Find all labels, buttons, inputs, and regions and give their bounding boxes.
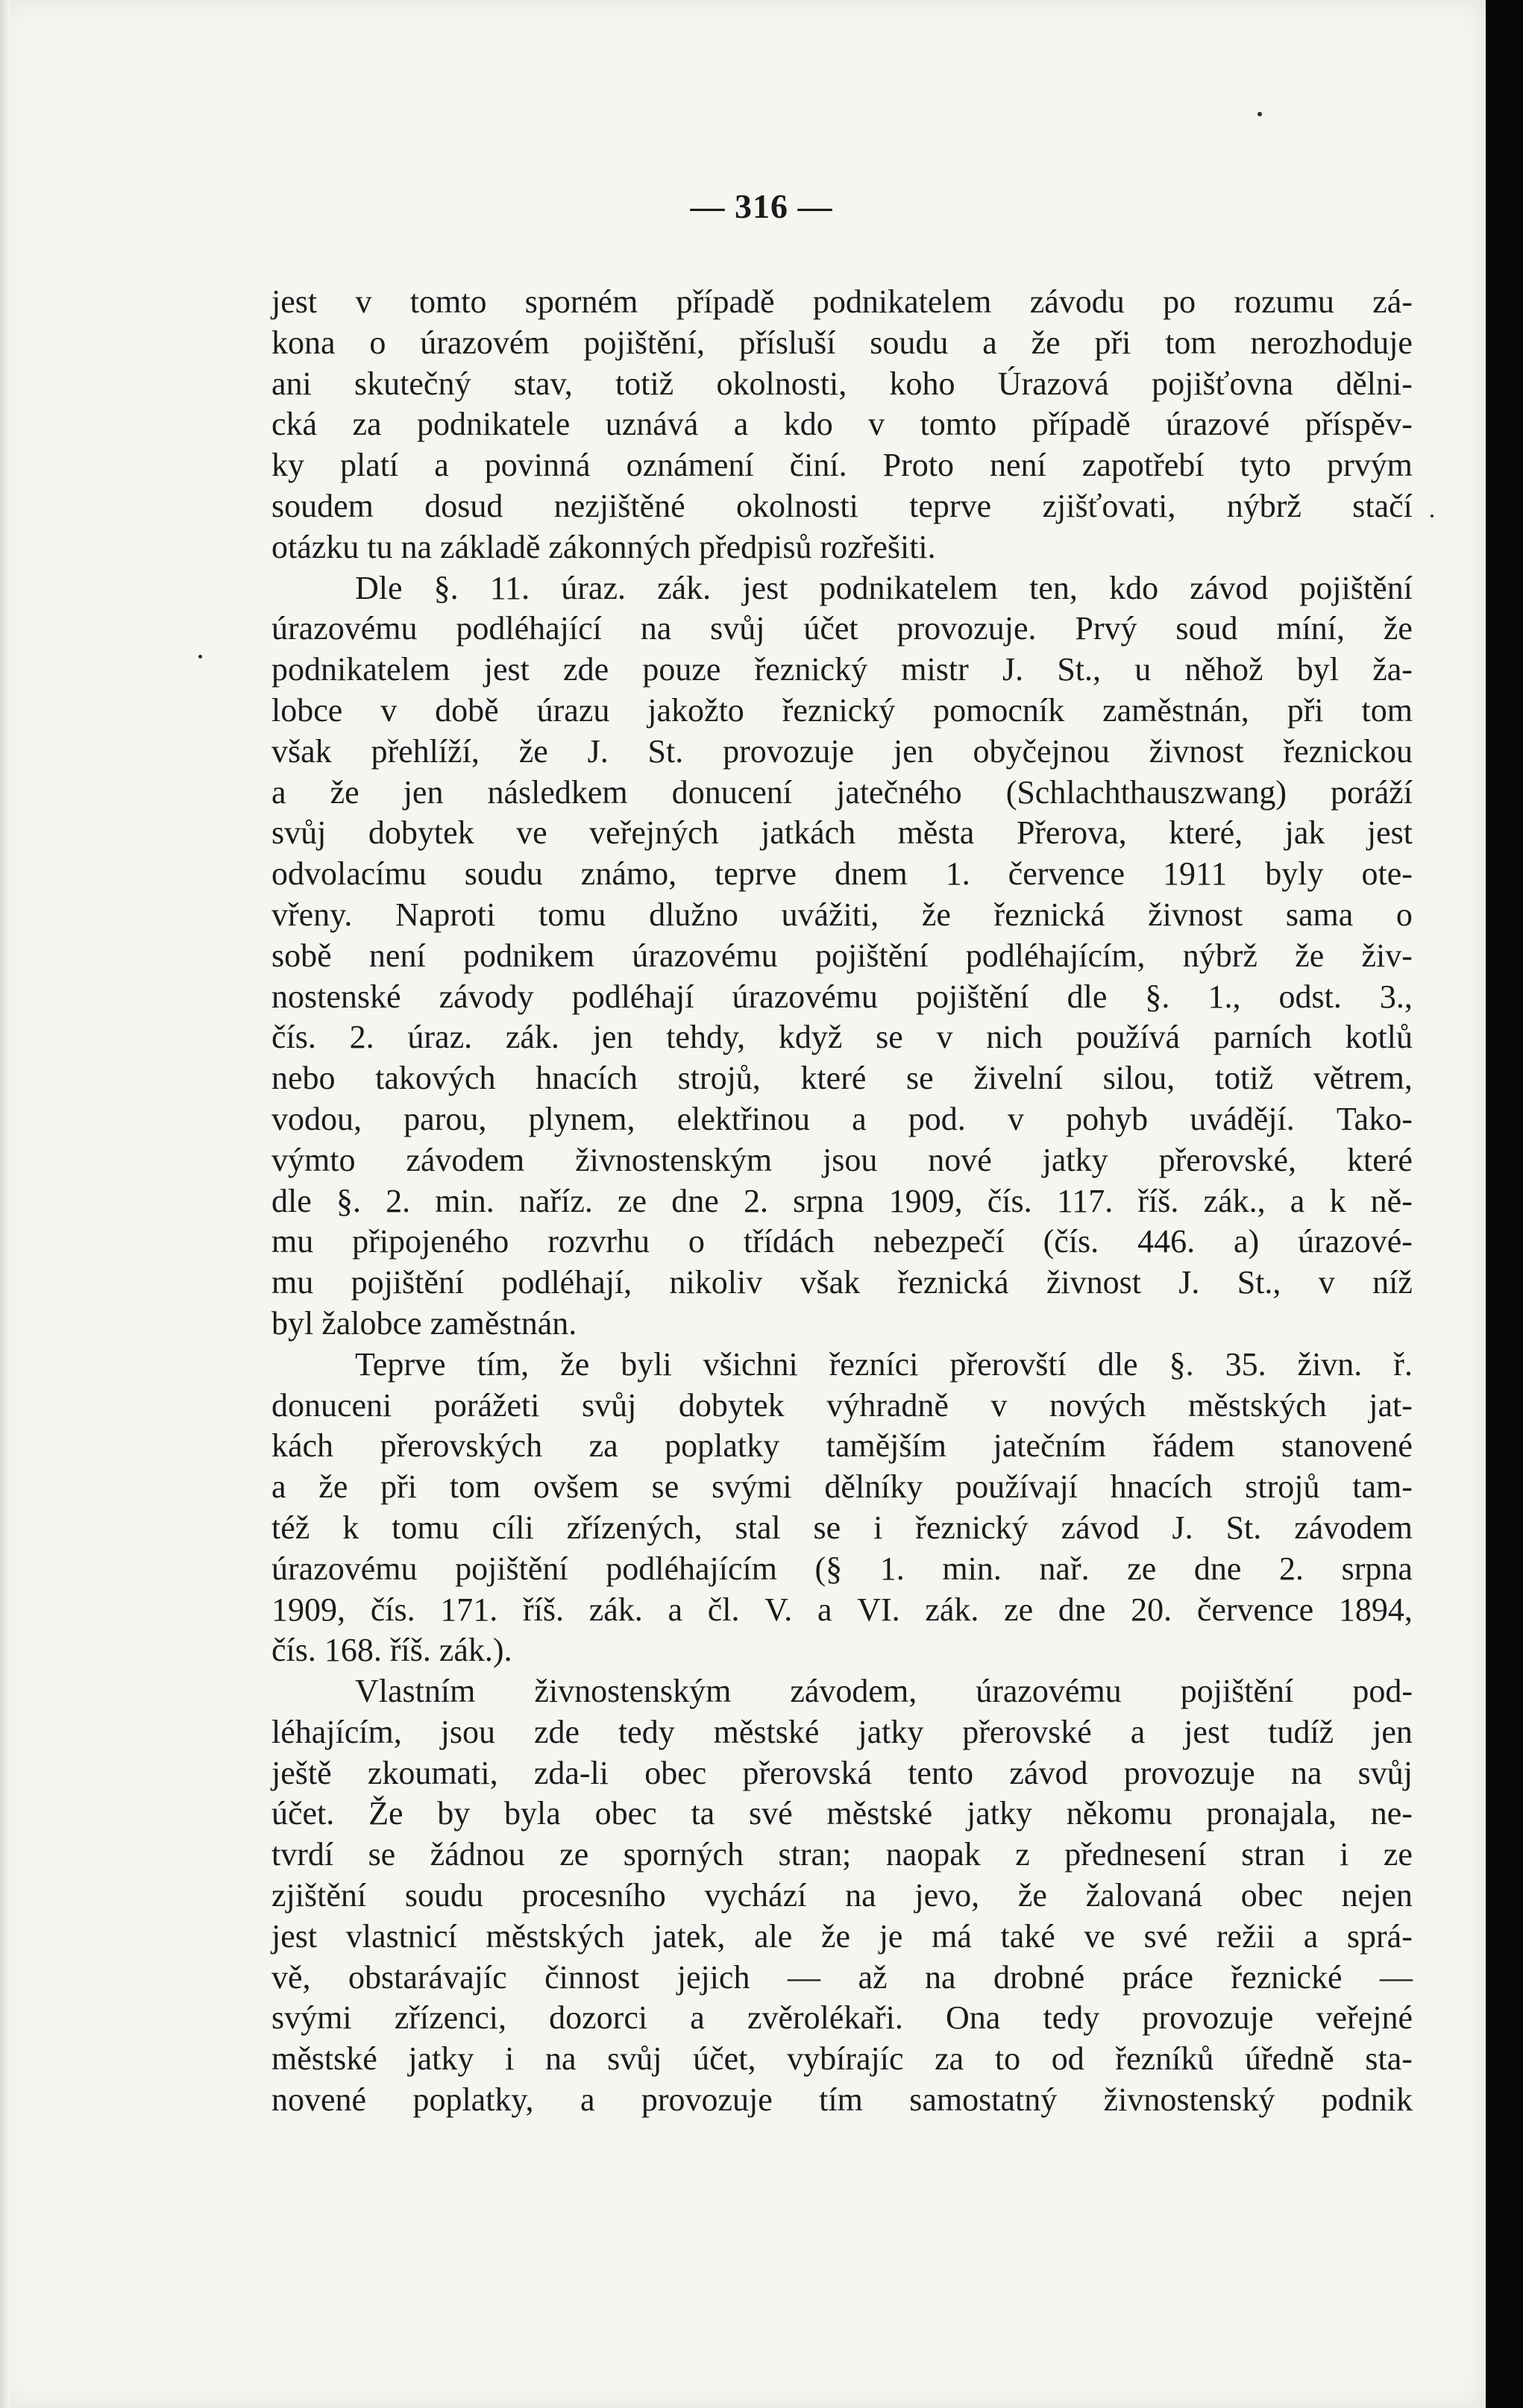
text-line: nebo takových hnacích strojů, které se živelní silou, totiž větrem,: [271, 1060, 1413, 1097]
print-speck: [198, 655, 202, 658]
text-line: odvolacímu soudu známo, teprve dnem 1. července 1911 byly ote-: [271, 855, 1413, 893]
page-number: — 316 —: [690, 187, 833, 225]
text-line: ještě zkoumati, zda-li obec přerovská tento závod provozuje na svůj: [271, 1754, 1413, 1791]
text-line: vodou, parou, plynem, elektřinou a pod. v pohyb uvádějí. Tako-: [271, 1100, 1413, 1137]
text-line: podnikatelem jest zde pouze řeznický mistr J. St., u něhož byl ža-: [271, 651, 1413, 688]
text-line: cká za podnikatele uznává a kdo v tomto případě úrazové příspěv-: [271, 406, 1413, 443]
text-line: nostenské závody podléhají úrazovému pojištění dle §. 1., odst. 3.,: [271, 978, 1413, 1015]
text-line: a že jen následkem donucení jatečného (Schlachthauszwang) poráží: [271, 773, 1413, 811]
text-line: dle §. 2. min. naříz. ze dne 2. srpna 1909, čís. 117. říš. zák., a k ně-: [271, 1182, 1413, 1219]
text-line: městské jatky i na svůj účet, vybírajíc za to od řezníků úředně sta-: [271, 2040, 1413, 2078]
text-line: donuceni porážeti svůj dobytek výhradně v nových městských jat-: [271, 1386, 1413, 1424]
text-line: jest vlastnicí městských jatek, ale že je má také ve své režii a sprá-: [271, 1917, 1413, 1955]
body-text: [271, 282, 1413, 2121]
scan-border: [1486, 0, 1523, 2408]
text-line: účet. Že by byla obec ta své městské jatky někomu pronajala, ne-: [271, 1795, 1413, 1832]
text-line: čís. 2. úraz. zák. jen tehdy, když se v nich používá parních kotlů: [271, 1019, 1413, 1056]
text-line: tvrdí se žádnou ze sporných stran; naopak z přednesení stran i ze: [271, 1836, 1413, 1873]
text-line: 1909, čís. 171. říš. zák. a čl. V. a VI. zák. ze dne 20. července 1894,: [271, 1591, 1413, 1628]
text-line: kách přerovských za poplatky tamějším jatečním řádem stanovené: [271, 1427, 1413, 1465]
text-line: Teprve tím, že byli všichni řezníci přerovští dle §. 35. živn. ř.: [355, 1345, 1413, 1383]
text-line: úrazovému podléhající na svůj účet provozuje. Prvý soud míní, že: [271, 610, 1413, 647]
text-line: lobce v době úrazu jakožto řeznický pomocník zaměstnán, při tom: [271, 691, 1413, 729]
print-speck: [1257, 112, 1262, 116]
text-line: mu pojištění podléhají, nikoliv však řeznická živnost J. St., v níž: [271, 1264, 1413, 1301]
text-line: jest v tomto sporném případě podnikatelem závodu po rozumu zá-: [271, 283, 1413, 320]
text-line: otázku tu na základě zákonných předpisů rozřešiti.: [271, 528, 936, 565]
text-line: úrazovému pojištění podléhajícím (§ 1. min. nař. ze dne 2. srpna: [271, 1550, 1413, 1587]
text-line: ani skutečný stav, totiž okolnosti, koho Úrazová pojišťovna dělni-: [271, 365, 1413, 402]
text-line: výmto závodem živnostenským jsou nové jatky přerovské, které: [271, 1141, 1413, 1178]
text-line: byl žalobce zaměstnán.: [271, 1304, 577, 1342]
text-line: soudem dosud nezjištěné okolnosti teprve zjišťovati, nýbrž stačí: [271, 487, 1413, 524]
text-line: Vlastním živnostenským závodem, úrazovému pojištění pod-: [355, 1673, 1413, 1710]
text-line: svůj dobytek ve veřejných jatkách města Přerova, které, jak jest: [271, 814, 1413, 852]
text-line: vřeny. Naproti tomu dlužno uvážiti, že řeznická živnost sama o: [271, 896, 1413, 933]
text-line: a že při tom ovšem se svými dělníky používají hnacích strojů tam-: [271, 1468, 1413, 1506]
text-line: sobě není podnikem úrazovému pojištění podléhajícím, nýbrž že živ-: [271, 937, 1413, 974]
text-line: novené poplatky, a provozuje tím samostatný živnostenský podnik: [271, 2081, 1413, 2119]
text-line: kona o úrazovém pojištění, přísluší soudu a že při tom nerozhoduje: [271, 324, 1413, 361]
text-line: Dle §. 11. úraz. zák. jest podnikatelem ten, kdo závod pojištění: [355, 569, 1413, 606]
text-line: též k tomu cíli zřízených, stal se i řeznický závod J. St. závodem: [271, 1509, 1413, 1546]
text-line: zjištění soudu procesního vychází na jevo, že žalovaná obec nejen: [271, 1877, 1413, 1914]
text-line: mu připojeného rozvrhu o třídách nebezpečí (čís. 446. a) úrazové-: [271, 1223, 1413, 1260]
text-line: ky platí a povinná oznámení činí. Proto není zapotřebí tyto prvým: [271, 447, 1413, 484]
page-left-edge: [0, 0, 10, 2408]
text-line: svými zřízenci, dozorci a zvěrolékaři. Ona tedy provozuje veřejné: [271, 1999, 1413, 2037]
text-line: čís. 168. říš. zák.).: [271, 1632, 512, 1669]
text-line: léhajícím, jsou zde tedy městské jatky přerovské a jest tudíž jen: [271, 1713, 1413, 1750]
print-speck: [1431, 515, 1433, 518]
text-line: však přehlíží, že J. St. provozuje jen obyčejnou živnost řeznickou: [271, 732, 1413, 770]
text-line: vě, obstarávajíc činnost jejich — až na drobné práce řeznické —: [271, 1958, 1413, 1996]
